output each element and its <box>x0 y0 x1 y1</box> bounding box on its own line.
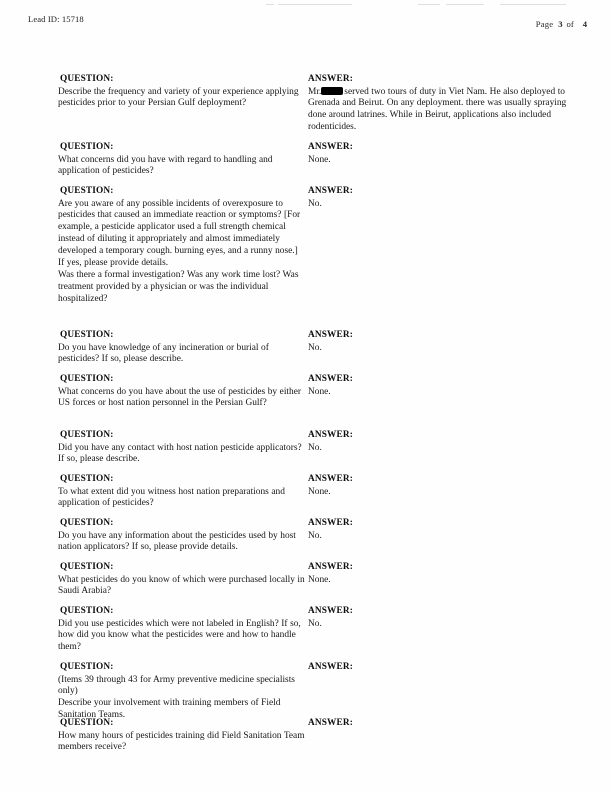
answer-block <box>308 74 570 134</box>
answer-text: None. <box>308 486 331 497</box>
question-label: QUESTION: <box>60 606 114 616</box>
answer-label: ANSWER: <box>308 330 353 340</box>
answer-label: ANSWER: <box>308 718 353 728</box>
question-text: Do you have knowledge of any incineration or burial of pesticides? If so, please describe. <box>58 342 269 365</box>
answer-block <box>308 518 570 542</box>
answer-label: ANSWER: <box>308 518 353 528</box>
answer-block <box>308 562 570 586</box>
question-text: What pesticides do you know of which were purchased locally in Saudi Arabia? <box>58 574 305 597</box>
question-text: What concerns do you have about the use of pesticides by either US forces or host nation personnel in the Persian Gulf? <box>58 386 302 409</box>
question-block <box>58 562 306 598</box>
answer-label: ANSWER: <box>308 186 353 196</box>
question-label: QUESTION: <box>60 430 114 440</box>
question-text: How many hours of pesticides training did Field Sanitation Team members receive? <box>58 730 305 753</box>
answer-label: ANSWER: <box>308 142 353 152</box>
question-label: QUESTION: <box>60 186 114 196</box>
answer-block <box>308 142 570 166</box>
answer-block <box>308 718 570 731</box>
question-text: Did you have any contact with host nation pesticide applicators? If so, please describe. <box>58 442 302 465</box>
answer-label: ANSWER: <box>308 374 353 384</box>
answer-block <box>308 374 570 398</box>
question-block <box>58 518 306 554</box>
question-text: Are you aware of any possible incidents of overexposure to pesticides that caused an immediate reaction or symptoms? [For example, a pesticide applicator used a full strength chemical instead of diluting it appropriately and almost immediately developed a temporary cough. burning eyes, and a runny nose.] If yes, please provide details. <box>58 198 301 269</box>
answer-text: None. <box>308 386 331 397</box>
page-number-word: Page <box>535 19 554 29</box>
answer-block <box>308 606 570 630</box>
answer-text: No. <box>308 442 322 453</box>
question-block <box>58 474 306 510</box>
answer-text-prefix: Mr. <box>308 86 322 97</box>
question-block <box>58 330 306 366</box>
question-text-continued: Describe your involvement with training members of Field Sanitation Teams. <box>58 698 281 721</box>
answer-label: ANSWER: <box>308 562 353 572</box>
answer-text-body: served two tours of duty in Viet Nam. He also deployed to Grenada and Beirut. On any deployment. there was usually spraying done around latrines. While in Beirut, applications also included rodenticides. <box>308 86 567 133</box>
answer-block <box>308 430 570 454</box>
page-number <box>536 19 590 29</box>
question-block <box>58 662 306 722</box>
question-text: Did you use pesticides which were not labeled in English? If so, how did you know what the pesticides were and how to handle them? <box>58 618 301 653</box>
answer-text: No. <box>308 342 322 353</box>
question-text: Do you have any information about the pesticides used by host nation applicators? If so, please provide details. <box>58 530 296 553</box>
question-label: QUESTION: <box>60 718 114 728</box>
answer-text: None. <box>308 154 331 165</box>
answer-text: No. <box>308 618 322 629</box>
question-label: QUESTION: <box>60 330 114 340</box>
question-label: QUESTION: <box>60 374 114 384</box>
answer-label: ANSWER: <box>308 606 353 616</box>
question-block <box>58 186 306 306</box>
question-block <box>58 74 306 110</box>
question-label: QUESTION: <box>60 474 114 484</box>
question-text: Describe the frequency and variety of your experience applying pesticides prior to your Persian Gulf deployment? <box>58 86 299 109</box>
lead-id-label: Lead ID: <box>28 14 60 24</box>
question-block <box>58 606 306 654</box>
question-text-continued: Was there a formal investigation? Was any work time lost? Was treatment provided by a physician or was the individual hospitalized? <box>58 269 299 304</box>
answer-block <box>308 186 570 210</box>
answer-label: ANSWER: <box>308 662 353 672</box>
question-text: (Items 39 through 43 for Army preventive medicine specialists only) <box>58 674 295 697</box>
lead-id-value: 15718 <box>61 14 84 24</box>
page-number-total: 4 <box>582 19 587 29</box>
scan-artifact-streak <box>266 4 274 5</box>
scan-artifact-streak <box>278 4 352 5</box>
answer-block <box>308 330 570 354</box>
answer-text: None. <box>308 574 331 585</box>
question-label: QUESTION: <box>60 662 114 672</box>
answer-block <box>308 474 570 498</box>
answer-block <box>308 662 570 675</box>
question-block <box>58 142 306 178</box>
scan-artifact-streak <box>446 4 484 5</box>
lead-id <box>28 14 84 24</box>
answer-label: ANSWER: <box>308 430 353 440</box>
answer-label: ANSWER: <box>308 74 353 84</box>
question-block <box>58 430 306 466</box>
scan-artifact-streak <box>500 4 566 5</box>
question-label: QUESTION: <box>60 74 114 84</box>
page-header <box>0 14 612 30</box>
question-text: What concerns did you have with regard to handling and application of pesticides? <box>58 154 273 177</box>
answer-text: No. <box>308 530 322 541</box>
question-label: QUESTION: <box>60 562 114 572</box>
question-label: QUESTION: <box>60 518 114 528</box>
page-number-current: 3 <box>558 19 563 29</box>
answer-label: ANSWER: <box>308 474 353 484</box>
question-text: To what extent did you witness host nation preparations and application of pesticides? <box>58 486 285 509</box>
question-block <box>58 374 306 410</box>
question-block <box>58 718 306 754</box>
scan-artifact-streak <box>418 4 440 5</box>
page-number-of: of <box>566 19 574 29</box>
question-label: QUESTION: <box>60 142 114 152</box>
redaction-bar <box>321 87 343 95</box>
answer-text: No. <box>308 198 322 209</box>
answer-text <box>308 87 570 135</box>
